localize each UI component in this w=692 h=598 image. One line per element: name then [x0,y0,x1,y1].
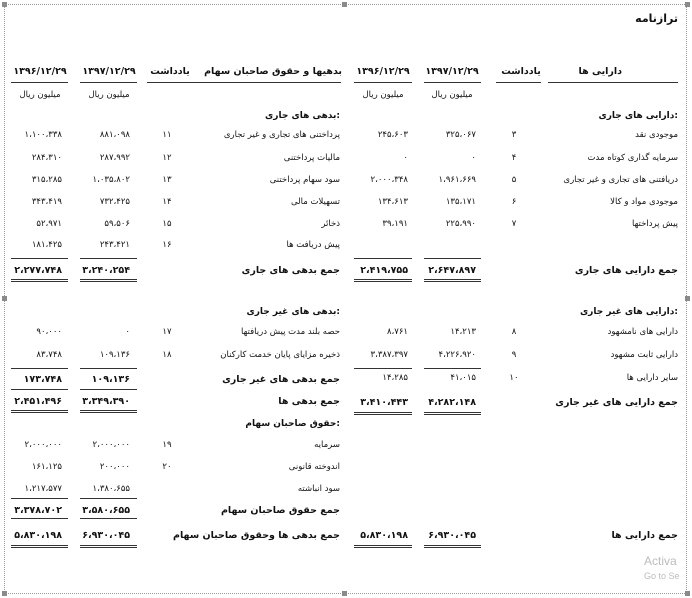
rule-line [354,545,412,546]
liability-row-label: سرمایه [314,440,340,450]
rule-line [424,258,481,259]
asset-row-current: ۱،۹۶۱،۶۶۹ [438,175,476,185]
liability-row-note: ۱۳ [162,175,172,185]
rule-line [354,414,412,415]
liability-row-note: ۱۷ [162,327,172,337]
rule-line [354,279,412,280]
liability-row-current: ۲۴۳،۴۲۱ [99,240,130,250]
liability-row-note: ۱۶ [162,240,172,250]
liability-total-label: جمع بدهی ها وحقوق صاحبان سهام [173,530,340,541]
rule-line [11,389,68,390]
liability-total-prior: ۵،۸۳۰،۱۹۸ [14,530,62,541]
asset-row-current: ۱۴،۲۱۳ [450,327,476,337]
rule-line [11,281,68,282]
rule-line [11,410,68,411]
liability-row-prior: ۱۶۱،۱۲۵ [31,462,62,472]
unit-label: میلیون ریال [362,90,404,100]
liabilities-column-header: بدهیها و حقوق صاحبان سهام [204,66,342,77]
rule-line [80,258,137,259]
asset-total-current: ۴،۲۸۲،۱۴۸ [428,397,476,408]
liability-row-label: سود انباشته [297,484,340,494]
liability-row-prior: ۲۸۴،۳۱۰ [31,153,62,163]
rule-line [11,368,68,369]
asset-total-label: جمع دارایی های جاری [574,265,678,276]
rule-line [354,281,412,282]
asset-row-current: ۲۲۵،۹۹۰ [445,219,476,229]
rule-line [424,279,481,280]
liability-row-label: ذخائر [321,219,340,229]
liability-row-prior: ۱،۲۱۷،۵۷۷ [24,484,62,494]
activation-watermark: Activa [644,554,677,568]
liability-row-current: ۱۰۹،۱۳۶ [99,350,130,360]
asset-row-prior: ۳،۳۸۷،۳۹۷ [370,350,408,360]
asset-total-label: جمع دارایی های غیر جاری [555,397,678,408]
liability-row-current: ۱،۰۳۵،۸۰۲ [92,175,130,185]
rule-line [354,82,412,83]
liability-row-prior: ۱،۱۰۰،۳۳۸ [24,130,62,140]
asset-row-note: ۹ [511,350,517,360]
rule-line [424,414,481,415]
liability-total-label: جمع بدهی های جاری [241,265,340,276]
liability-row-label: مالیات پرداختنی [283,153,340,163]
rule-line [424,82,481,83]
liability-total-current: ۳،۲۴۰،۲۵۴ [82,265,130,276]
rule-line [80,412,137,413]
assets-noncurrent-heading: دارایی های غیر جاری: [579,307,678,317]
asset-row-label: پیش پرداختها [632,219,678,229]
liability-row-note: ۲۰ [162,462,172,472]
liability-total-prior: ۲،۲۷۷،۷۴۸ [14,265,62,276]
liability-row-current: ۷۳۲،۴۲۵ [99,197,130,207]
rule-line [80,410,137,411]
rule-line [80,368,137,369]
asset-total-current: ۶،۹۳۰،۰۴۵ [428,530,476,541]
asset-total-label: جمع دارایی ها [611,530,678,541]
asset-total-current: ۲،۶۴۷،۸۹۷ [428,265,476,276]
asset-row-current: ۴۱،۰۱۵ [450,373,476,383]
asset-row-note: ۵ [511,175,517,185]
asset-row-label: موجودی نقد [635,130,678,140]
rule-line [424,368,481,369]
rule-line [354,258,412,259]
rule-line [11,547,68,548]
liability-row-current: ۲،۰۰۰،۰۰۰ [92,440,130,450]
asset-total-prior: ۲،۴۱۹،۷۵۵ [360,265,408,276]
asset-row-label: سرمایه گذاری کوتاه مدت [587,153,678,163]
liability-row-current: ۲۰۰،۰۰۰ [99,462,130,472]
asset-row-label: موجودی مواد و کالا [610,197,678,207]
liability-row-note: ۱۱ [162,130,172,140]
assets-column-header: دارایی ها [578,66,622,77]
asset-row-prior: ۲۴۵،۶۰۳ [377,130,408,140]
asset-row-current: ۴،۲۲۶،۹۲۰ [438,350,476,360]
liability-row-prior: ۹۰،۰۰۰ [36,327,62,337]
rule-line [11,82,68,83]
asset-row-label: دارایی ثابت مشهود [610,350,678,360]
resize-handle[interactable] [685,296,690,301]
asset-row-prior: ۱۳۴،۶۱۳ [377,197,408,207]
asset-row-note: ۱۰ [509,373,519,383]
asset-row-note: ۷ [511,219,517,229]
rule-line [147,82,192,83]
rule-line [424,412,481,413]
rule-line [496,82,541,83]
rule-line [80,389,137,390]
rule-line [354,547,412,548]
liability-row-current: ۵۹،۵۰۶ [104,219,130,229]
rule-line [80,279,137,280]
liabilities-year-prior-header: ۱۳۹۶/۱۲/۲۹ [13,66,67,77]
asset-row-current: ۰ [471,153,476,163]
rule-line [80,518,137,519]
assets-note-header: یادداشت [501,66,541,77]
liability-row-label: سود سهام پرداختنی [269,175,340,185]
liability-total-label: جمع بدهی ها [278,396,340,407]
liability-row-current: ۲۸۷،۹۹۲ [99,153,130,163]
resize-handle[interactable] [342,591,347,596]
rule-line [11,545,68,546]
unit-label: میلیون ریال [431,90,473,100]
liability-row-prior: ۳۴۳،۴۱۹ [31,197,62,207]
asset-total-prior: ۳،۴۱۰،۴۴۳ [360,397,408,408]
activation-watermark-sub: Go to Se [644,571,680,581]
liability-row-prior: ۲،۰۰۰،۰۰۰ [24,440,62,450]
resize-handle[interactable] [685,2,690,7]
unit-label: میلیون ریال [88,90,130,100]
rule-line [11,412,68,413]
asset-total-prior: ۵،۸۳۰،۱۹۸ [360,530,408,541]
liability-row-label: پرداختنی های تجاری و غیر تجاری [223,130,340,140]
liability-total-current: ۳،۵۸۰،۶۵۵ [82,505,130,516]
unit-label: میلیون ریال [19,90,61,100]
liability-total-current: ۱۰۹،۱۳۶ [91,374,130,385]
resize-handle[interactable] [2,591,7,596]
liability-total-label: جمع حقوق صاحبان سهام [220,505,340,516]
rule-line [11,518,68,519]
liability-row-note: ۱۵ [162,219,172,229]
assets-current-heading: دارایی های جاری: [598,111,678,121]
liabilities-current-heading: بدهی های جاری: [265,111,340,121]
liability-row-note: ۱۸ [162,350,172,360]
asset-row-label: دریافتنی های تجاری و غیر تجاری [563,175,678,185]
asset-row-current: ۱۳۵،۱۷۱ [445,197,476,207]
rule-line [548,82,678,83]
asset-row-prior: ۲،۰۰۰،۳۴۸ [370,175,408,185]
resize-handle[interactable] [2,2,7,7]
liability-total-prior: ۲،۴۵۱،۴۹۶ [14,396,62,407]
liabilities-noncurrent-heading: بدهی های غیر جاری: [246,307,340,317]
rule-line [424,545,481,546]
asset-row-note: ۶ [511,197,517,207]
liability-total-prior: ۱۷۳،۷۴۸ [23,374,62,385]
liability-row-label: ذخیره مزایای پایان خدمت کارکنان [220,350,340,360]
liability-total-current: ۶،۹۳۰،۰۴۵ [82,530,130,541]
resize-handle[interactable] [2,296,7,301]
resize-handle[interactable] [342,2,347,7]
rule-line [11,498,68,499]
asset-row-prior: ۰ [403,153,408,163]
liability-row-note: ۱۴ [162,197,172,207]
rule-line [188,82,341,83]
rule-line [80,281,137,282]
rule-line [80,498,137,499]
asset-row-prior: ۳۹،۱۹۱ [382,219,408,229]
asset-row-label: دارایی های نامشهود [607,327,678,337]
liability-row-prior: ۸۳،۷۴۸ [36,350,62,360]
rule-line [80,547,137,548]
liabilities-note-header: یادداشت [150,66,190,77]
asset-row-prior: ۱۴،۲۸۵ [382,373,408,383]
rule-line [354,412,412,413]
rule-line [11,258,68,259]
liability-row-current: ۱،۳۸۰،۶۵۵ [92,484,130,494]
rule-line [424,547,481,548]
resize-handle[interactable] [685,591,690,596]
liability-row-prior: ۵۲،۹۷۱ [36,219,62,229]
liability-row-current: ۰ [125,327,130,337]
liability-row-label: پیش دریافت ها [286,240,340,250]
rule-line [80,82,137,83]
asset-row-current: ۳۲۵،۰۶۷ [445,130,476,140]
asset-row-note: ۴ [511,153,517,163]
asset-row-prior: ۸،۷۶۱ [386,327,408,337]
liability-row-prior: ۱۸۱،۴۲۵ [31,240,62,250]
asset-row-note: ۳ [511,130,517,140]
liability-total-current: ۳،۳۴۹،۳۹۰ [82,396,130,407]
liability-row-label: تسهیلات مالی [290,197,340,207]
page-title: ترازنامه [635,12,678,25]
assets-year-prior-header: ۱۳۹۶/۱۲/۲۹ [356,66,410,77]
liability-total-label: جمع بدهی های غیر جاری [222,374,340,385]
rule-line [354,368,412,369]
liability-row-label: حصه بلند مدت پیش دریافتها [241,327,340,337]
liability-row-prior: ۳۱۵،۲۸۵ [31,175,62,185]
equity-heading: حقوق صاحبان سهام: [245,419,340,429]
liability-row-current: ۸۸۱،۰۹۸ [99,130,130,140]
asset-row-note: ۸ [511,327,517,337]
asset-row-label: سایر دارایی ها [626,373,678,383]
rule-line [11,279,68,280]
assets-year-current-header: ۱۳۹۷/۱۲/۲۹ [425,66,479,77]
liability-row-label: اندوخته قانونی [288,462,340,472]
liability-row-note: ۱۲ [162,153,172,163]
liability-row-note: ۱۹ [162,440,172,450]
liability-total-prior: ۳،۳۷۸،۷۰۲ [14,505,62,516]
liabilities-year-current-header: ۱۳۹۷/۱۲/۲۹ [82,66,136,77]
rule-line [80,545,137,546]
rule-line [424,281,481,282]
